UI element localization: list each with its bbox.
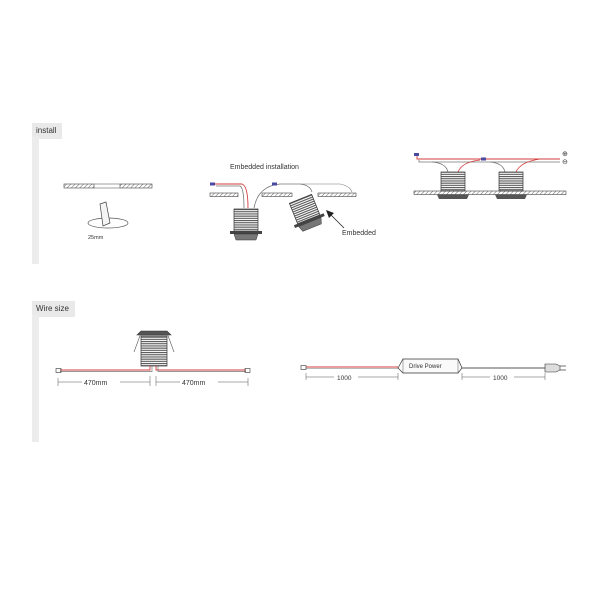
ceiling-board-right bbox=[414, 191, 566, 195]
wire-connector bbox=[272, 183, 277, 186]
supply-wire-grey bbox=[216, 186, 244, 208]
wire-connector bbox=[210, 183, 215, 186]
polarity-negative-icon: ⊖ bbox=[562, 159, 568, 166]
drive-power-label: Drive Power bbox=[409, 364, 442, 370]
downlight-fixture bbox=[230, 209, 262, 240]
downlight-fixture-tilted bbox=[286, 193, 327, 234]
right-lead-length: 470mm bbox=[182, 380, 206, 387]
driver-left-length: 1000 bbox=[337, 375, 352, 382]
driver-dimension-left bbox=[306, 373, 398, 380]
left-lead-length: 470mm bbox=[84, 380, 108, 387]
polarity-positive-icon: ⊕ bbox=[562, 151, 568, 158]
downlight-fixture bbox=[437, 172, 469, 199]
driver-right-length: 1000 bbox=[493, 375, 508, 382]
downlight-fixture bbox=[495, 172, 527, 199]
wire-size-section-title: Wire size bbox=[32, 301, 75, 317]
hole-saw-icon bbox=[88, 202, 128, 228]
lead-wires bbox=[56, 366, 250, 373]
downlight-side-view bbox=[134, 331, 174, 366]
plug-icon bbox=[545, 364, 566, 372]
embedded-label: Embedded bbox=[342, 230, 376, 237]
hole-size-label: 25mm bbox=[88, 235, 104, 241]
ceiling-panel-with-hole bbox=[64, 184, 152, 188]
install-section-title: install bbox=[32, 123, 62, 139]
link-wire-2 bbox=[300, 184, 352, 192]
parallel-wiring bbox=[414, 153, 560, 172]
ceiling-board bbox=[210, 193, 356, 197]
embedded-installation-label: Embedded installation bbox=[230, 164, 299, 171]
embed-arrow bbox=[326, 210, 344, 228]
